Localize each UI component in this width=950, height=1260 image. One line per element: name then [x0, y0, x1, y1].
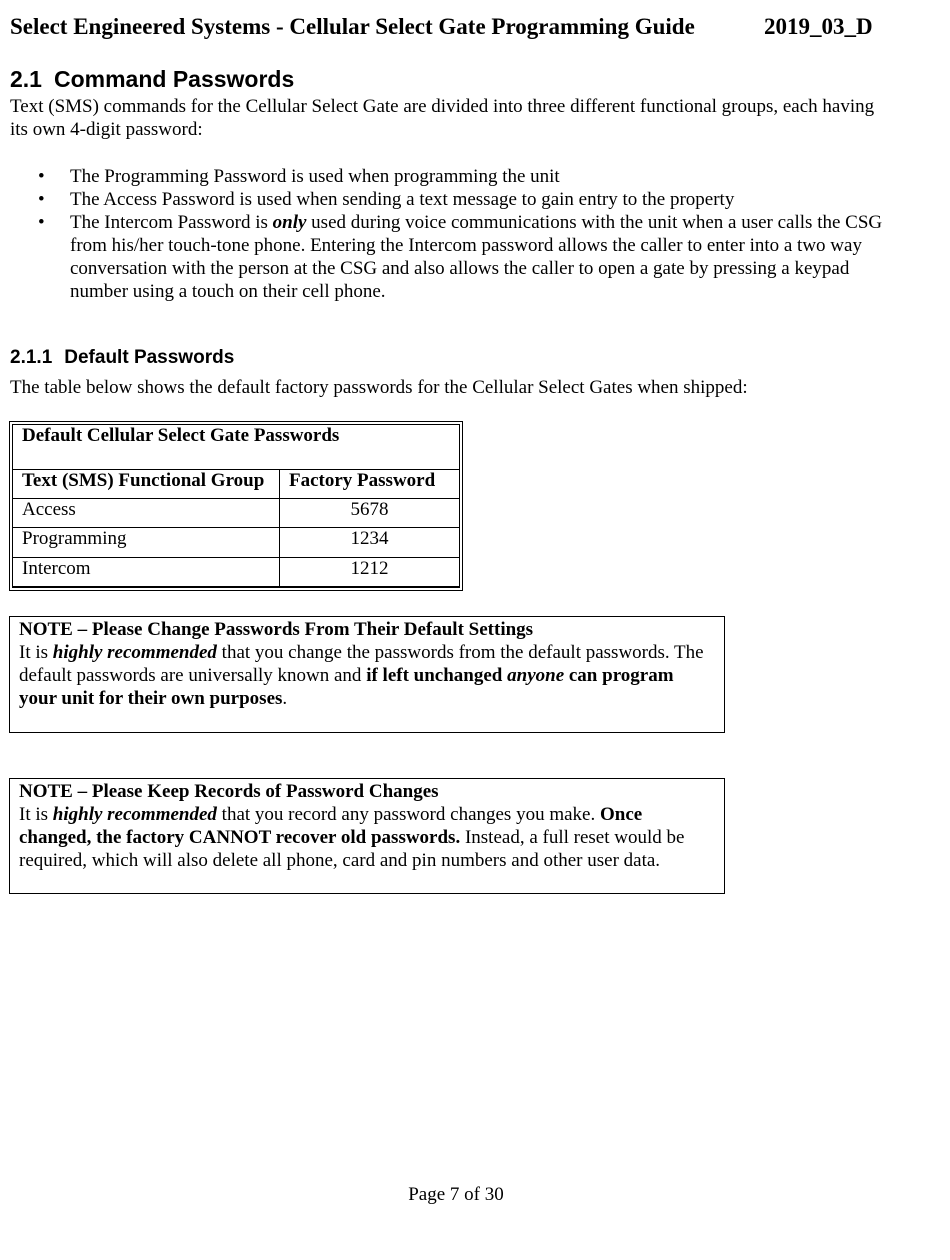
text-run: .	[282, 688, 288, 709]
emphasis-text: only	[272, 212, 307, 233]
list-item-text	[70, 212, 882, 302]
note-body	[19, 641, 715, 710]
page-header	[10, 14, 880, 44]
table-row	[13, 557, 460, 586]
password-table-frame	[9, 421, 463, 591]
table-cell: Access	[13, 499, 280, 528]
text-run: The Intercom Password is	[70, 212, 273, 233]
subsection-title: Default Passwords	[64, 347, 235, 368]
table-row	[13, 586, 460, 587]
table-row	[13, 499, 460, 528]
subsection-intro: The table below shows the default factory passwords for the Cellular Select Gates when shipped:	[10, 377, 748, 398]
bullet-icon: •	[38, 212, 45, 233]
list-item-text: The Access Password is used when sending a text message to gain entry to the property	[70, 189, 735, 210]
table-cell: 1234	[280, 528, 460, 557]
subsection-heading	[10, 347, 234, 369]
bold-text: Once changed, the factory CANNOT recover old passwords.	[19, 804, 643, 848]
table-cell: Intercom	[13, 557, 280, 586]
bold-text: if left unchanged	[366, 665, 508, 686]
text-run: It is	[19, 804, 53, 825]
note-keep-records	[9, 778, 725, 894]
table-cell: 1212	[280, 557, 460, 586]
emphasis-text: highly recommended	[52, 642, 217, 663]
text-run: that you record any password changes you make.	[216, 804, 600, 825]
password-group-list	[10, 165, 910, 303]
note-change-passwords	[9, 616, 725, 733]
page-number: Page 7 of 30	[408, 1184, 504, 1205]
column-header: Factory Password	[280, 470, 460, 499]
section-number: 2.1	[10, 66, 42, 92]
emphasis-text: anyone	[507, 665, 565, 686]
section-intro: Text (SMS) commands for the Cellular Select Gate are divided into three different functional groups, each having its own 4-digit password:	[10, 96, 875, 140]
note-title: NOTE – Please Change Passwords From Their Default Settings	[19, 619, 534, 640]
list-item	[10, 188, 910, 211]
text-run: Instead, a full reset would be required, which will also delete all phone, card and pin numbers and other user data.	[19, 827, 685, 871]
table-row	[13, 528, 460, 557]
column-header: Text (SMS) Functional Group	[13, 470, 280, 499]
list-item	[10, 165, 910, 188]
document-version: 2019_03_D	[764, 14, 873, 39]
table-cell: 5678	[280, 499, 460, 528]
password-table	[12, 424, 460, 588]
note-title: NOTE – Please Keep Records of Password Changes	[19, 781, 439, 802]
bullet-icon: •	[38, 189, 45, 210]
table-cell: Programming	[13, 528, 280, 557]
list-item	[10, 211, 910, 303]
text-run: used during voice communications with the unit when a user calls the CSG from his/her touch-tone phone. Entering the Intercom password allows the caller to enter into a two way conversation with the person at the CSG and also allows the caller to open a gate by pressing a keypad number using a touch on their cell phone.	[70, 212, 883, 302]
section-heading	[10, 66, 294, 93]
table-cell	[280, 586, 460, 587]
table-title-row	[13, 425, 460, 470]
text-run: that you change the passwords from the default passwords. The default passwords are universally known and	[19, 642, 704, 686]
table-header-row	[13, 470, 460, 499]
text-run: It is	[19, 642, 53, 663]
note-body	[19, 803, 715, 872]
bullet-icon: •	[38, 166, 45, 187]
bold-text: can program your unit for their own purposes	[19, 665, 674, 709]
table-cell	[13, 586, 280, 587]
emphasis-text: highly recommended	[52, 804, 217, 825]
subsection-number: 2.1.1	[10, 347, 53, 368]
section-title: Command Passwords	[53, 66, 295, 92]
list-item-text: The Programming Password is used when programming the unit	[70, 166, 560, 187]
document-title: Select Engineered Systems - Cellular Select Gate Programming Guide	[10, 14, 695, 39]
table-title: Default Cellular Select Gate Passwords	[13, 425, 460, 470]
